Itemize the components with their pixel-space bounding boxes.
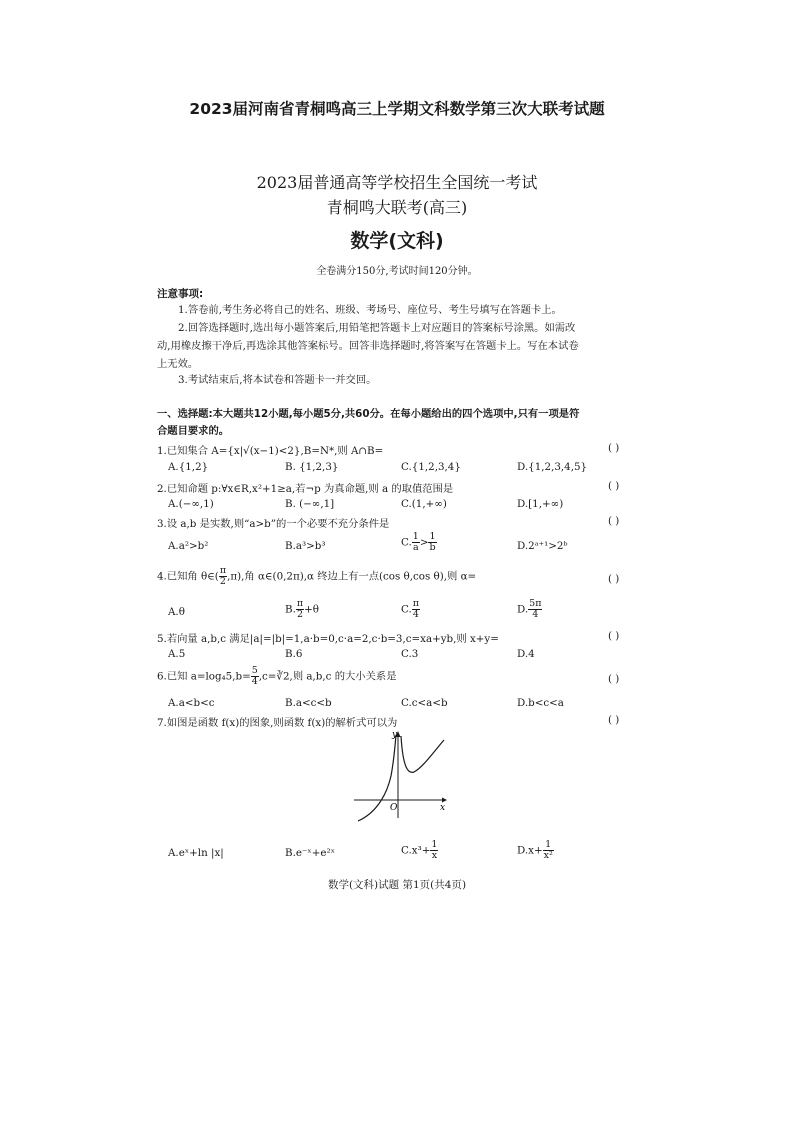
q1-option-b: B. {1,2,3} — [285, 461, 339, 473]
notice-item-2-cont: 动,用橡皮擦干净后,再选涂其他答案标号。回答非选择题时,将答案写在答题卡上。写在本试卷 — [157, 340, 579, 352]
notice-item-3: 3.考试结束后,将本试卷和答题卡一并交回。 — [178, 374, 377, 386]
q4-b-frac — [296, 599, 304, 620]
q4-b-den: 2 — [296, 609, 303, 620]
section-heading-cont: 合题目要求的。 — [157, 425, 230, 437]
page-footer: 数学(文科)试题 第1页(共4页) — [327, 879, 467, 891]
q4-stem-pre: 4.已知角 θ∈( — [157, 570, 219, 583]
q6-option-c: C.c<a<b — [401, 697, 448, 709]
x-axis-arrow — [442, 798, 447, 803]
question-3-stem: 3.设 a,b 是实数,则“a>b”的一个必要不充分条件是 — [157, 518, 390, 530]
q7-option-a: A.eˣ+ln |x| — [168, 847, 224, 859]
q7-option-d — [517, 840, 554, 861]
q6-stem-pre: 6.已知 a=log₄5,b= — [157, 670, 251, 683]
subject-title: 数学(文科) — [350, 230, 444, 252]
q1-option-d: D.{1,2,3,4,5} — [517, 461, 588, 473]
question-7-stem: 7.如图是函数 f(x)的图象,则函数 f(x)的解析式可以为 — [157, 717, 398, 729]
q6-option-b: B.a<c<b — [285, 697, 332, 709]
q4-d-num: 5π — [529, 598, 542, 609]
q7-option-c — [401, 840, 438, 861]
q3-option-c — [401, 532, 437, 553]
q2-option-c: C.(1,+∞) — [401, 498, 447, 510]
q7-c-frac — [430, 840, 438, 861]
curve-right-branch — [401, 736, 444, 772]
answer-blank-7: ( ) — [608, 714, 620, 726]
origin-label: O — [390, 803, 398, 813]
q7-d-den: x² — [543, 850, 553, 861]
q4-d-den: 4 — [532, 609, 539, 620]
q4-b-num: π — [296, 598, 304, 609]
q5-option-a: A.5 — [168, 648, 186, 660]
q4-stem-den: 2 — [219, 576, 226, 587]
q1-option-a: A.{1,2} — [168, 461, 209, 473]
q4-b-post: +θ — [304, 603, 319, 616]
q5-option-d: D.4 — [517, 648, 535, 660]
q3-c-den2: b — [429, 542, 436, 553]
notice-item-1: 1.答卷前,考生务必将自己的姓名、班级、考场号、座位号、考生号填写在答题卡上。 — [178, 304, 562, 316]
question-4-stem — [157, 566, 476, 587]
x-axis-label: x — [440, 803, 446, 813]
q6-stem-num: 5 — [251, 665, 258, 676]
exam-title-line1: 2023届普通高等学校招生全国统一考试 — [256, 173, 538, 192]
function-graph — [350, 728, 460, 824]
q6-stem-den: 4 — [251, 676, 258, 687]
q4-b-label: B. — [285, 603, 296, 616]
score-info: 全卷满分150分,考试时间120分钟。 — [316, 266, 478, 277]
q4-option-d — [517, 599, 542, 620]
q3-c-num2: 1 — [429, 531, 436, 542]
answer-blank-4: ( ) — [608, 573, 620, 585]
notice-title: 注意事项: — [157, 288, 204, 300]
q4-option-c — [401, 599, 420, 620]
q3-option-c-frac1 — [412, 532, 420, 553]
q2-option-d: D.[1,+∞) — [517, 498, 564, 510]
q3-option-d: D.2ᵃ⁺¹>2ᵇ — [517, 540, 568, 552]
answer-blank-5: ( ) — [608, 630, 620, 642]
section-heading: 一、选择题:本大题共12小题,每小题5分,共60分。在每小题给出的四个选项中,只有一项是符 — [157, 408, 580, 420]
q5-option-c: C.3 — [401, 648, 419, 660]
q7-option-b: B.e⁻ˣ+e²ˣ — [285, 847, 335, 859]
answer-blank-2: ( ) — [608, 480, 620, 492]
q5-option-b: B.6 — [285, 648, 303, 660]
exam-title-line2: 青桐鸣大联考(高三) — [326, 198, 468, 217]
q4-stem-num: π — [219, 565, 227, 576]
q7-c-num: 1 — [431, 839, 438, 850]
q1-option-c: C.{1,2,3,4} — [401, 461, 461, 473]
q6-stem-post: ,c=∛2,则 a,b,c 的大小关系是 — [258, 670, 397, 683]
notice-item-2-cont2: 上无效。 — [157, 358, 199, 370]
q4-option-a: A.θ — [168, 606, 185, 618]
y-axis-label: y — [392, 730, 398, 740]
q6-option-d: D.b<c<a — [517, 697, 564, 709]
q2-option-b: B. (−∞,1] — [285, 498, 335, 510]
q3-option-b: B.a³>b³ — [285, 540, 326, 552]
q7-c-label: C.x³+ — [401, 844, 431, 857]
q4-stem-frac — [219, 566, 227, 587]
question-5-stem: 5.若向量 a,b,c 满足|a|=|b|=1,a·b=0,c·a=2,c·b=3,c=xa+yb,则 x+y= — [157, 633, 499, 645]
q3-c-num1: 1 — [412, 531, 419, 542]
q2-option-a: A.(−∞,1) — [168, 498, 214, 510]
question-1-stem: 1.已知集合 A={x|√(x−1)<2},B=N*,则 A∩B= — [157, 445, 384, 457]
answer-blank-6: ( ) — [608, 673, 620, 685]
q4-c-num: π — [412, 598, 420, 609]
q3-option-a: A.a²>b² — [168, 540, 209, 552]
q4-c-frac — [412, 599, 420, 620]
q3-option-c-frac2 — [428, 532, 436, 553]
q7-d-num: 1 — [543, 840, 554, 851]
q6-stem-frac — [251, 666, 259, 687]
q3-c-den1: a — [412, 542, 419, 553]
q6-option-a: A.a<b<c — [168, 697, 215, 709]
q3-c-op: > — [419, 536, 429, 549]
document-title: 2023届河南省青桐鸣高三上学期文科数学第三次大联考试题 — [189, 100, 605, 118]
q7-c-den: x — [431, 850, 438, 861]
q4-c-label: C. — [401, 603, 412, 616]
notice-item-2: 2.回答选择题时,选出每小题答案后,用铅笔把答题卡上对应题目的答案标号涂黑。如需改 — [178, 322, 576, 334]
q4-d-label: D. — [517, 603, 529, 616]
q3-option-c-label: C. — [401, 536, 412, 549]
answer-blank-3: ( ) — [608, 515, 620, 527]
answer-blank-1: ( ) — [608, 442, 620, 454]
question-6-stem — [157, 666, 397, 687]
q4-option-b — [285, 599, 319, 620]
q7-d-label: D.x+ — [517, 844, 543, 857]
q7-d-frac — [543, 840, 554, 861]
question-2-stem: 2.已知命题 p:∀x∈R,x²+1≥a,若¬p 为真命题,则 a 的取值范围是 — [157, 483, 454, 495]
q4-c-den: 4 — [412, 609, 419, 620]
q4-stem-post: ,π),角 α∈(0,2π),α 终边上有一点(cos θ,cos θ),则 α= — [227, 570, 477, 583]
q4-d-frac — [528, 599, 542, 620]
